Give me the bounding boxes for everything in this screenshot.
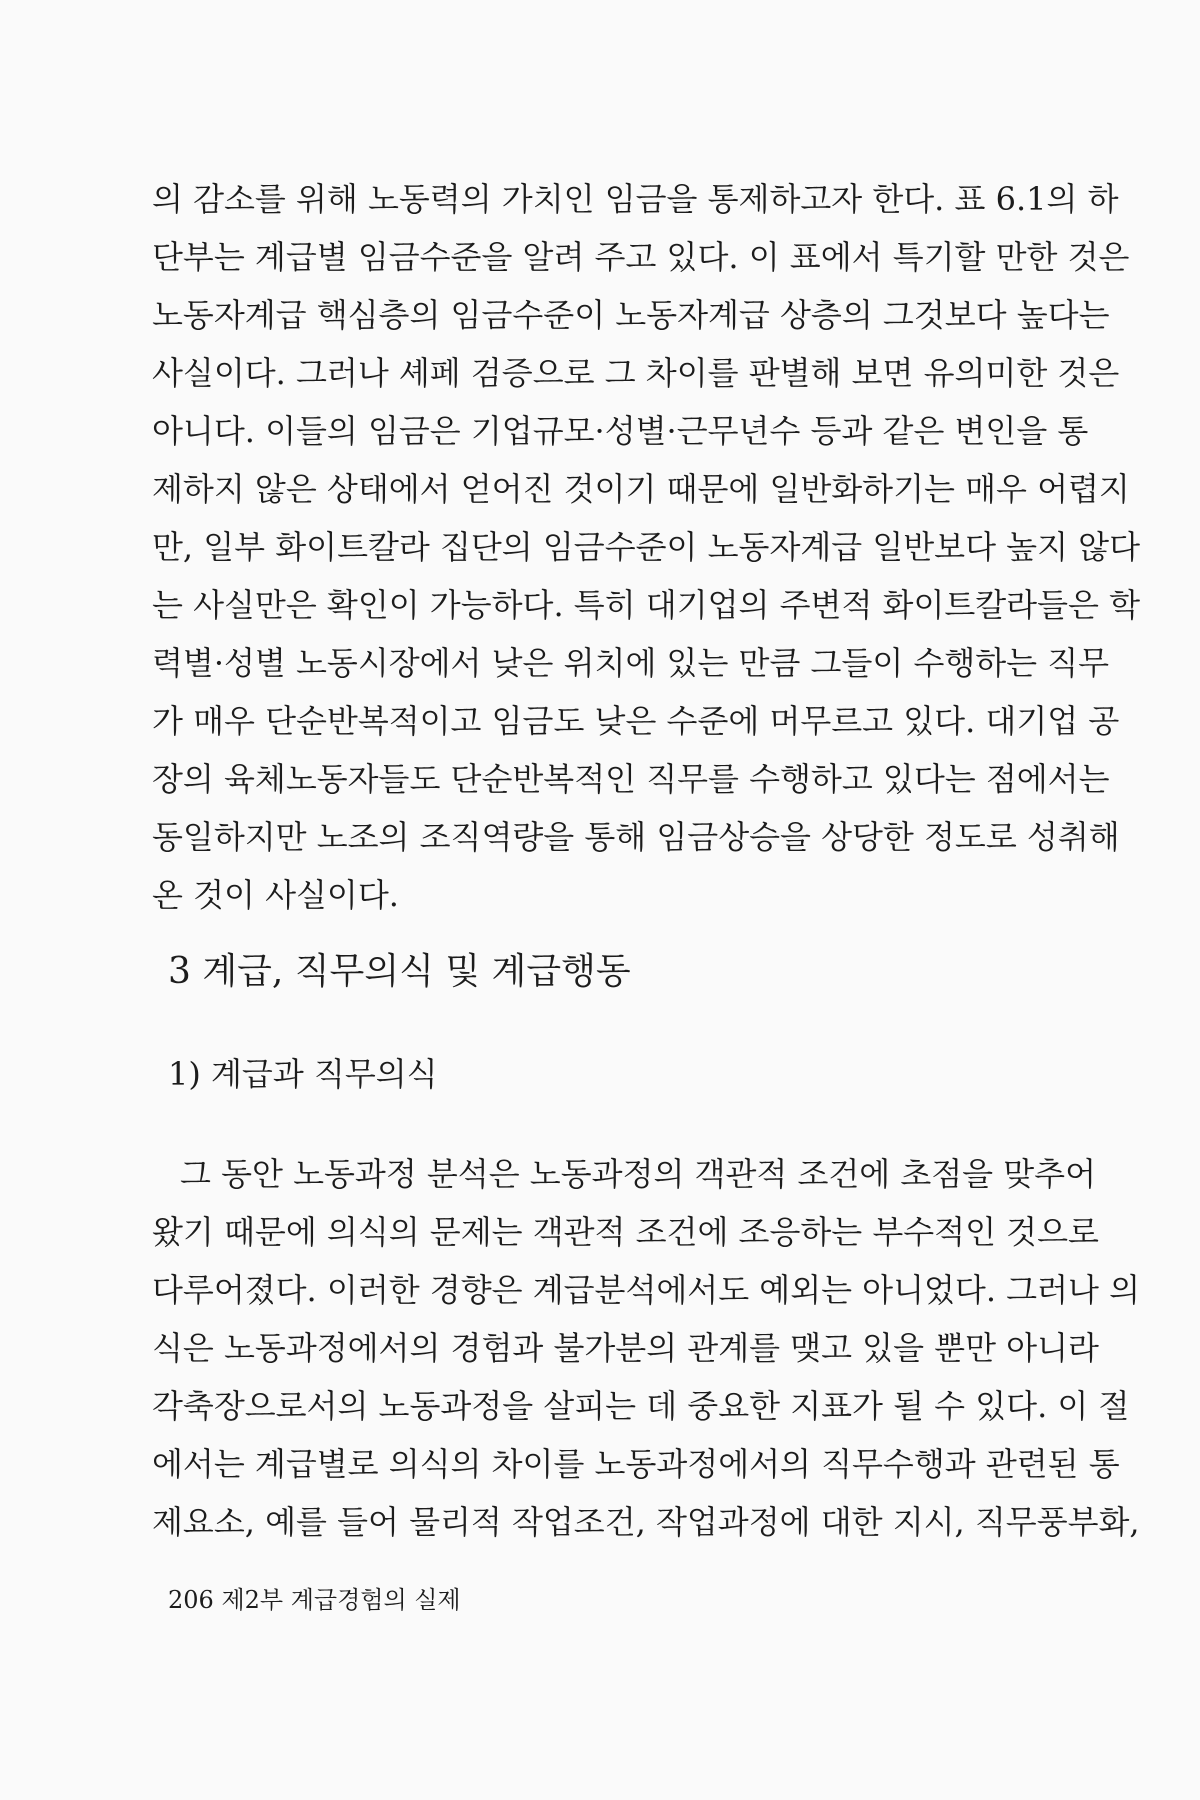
page-footer: 206 제2부 계급경험의 실제 [168, 1586, 461, 1614]
paragraph-line: 의 감소를 위해 노동력의 가치인 임금을 통제하고자 한다. 표 6.1의 하 [152, 180, 1119, 218]
paragraph-line: 왔기 때문에 의식의 문제는 객관적 조건에 조응하는 부수적인 것으로 [152, 1213, 1099, 1251]
paragraph-line: 각축장으로서의 노동과정을 살피는 데 중요한 지표가 될 수 있다. 이 절 [152, 1387, 1130, 1425]
paragraph-line: 그 동안 노동과정 분석은 노동과정의 객관적 조건에 초점을 맞추어 [180, 1155, 1097, 1193]
paragraph-line: 가 매우 단순반복적이고 임금도 낮은 수준에 머무르고 있다. 대기업 공 [152, 702, 1120, 740]
paragraph-line: 단부는 계급별 임금수준을 알려 주고 있다. 이 표에서 특기할 만한 것은 [152, 238, 1130, 276]
paragraph-2 [152, 1145, 1140, 1551]
paragraph-line: 사실이다. 그러나 셰페 검증으로 그 차이를 판별해 보면 유의미한 것은 [152, 354, 1120, 392]
paragraph-line: 다루어졌다. 이러한 경향은 계급분석에서도 예외는 아니었다. 그러나 의 [152, 1271, 1140, 1309]
paragraph-line: 에서는 계급별로 의식의 차이를 노동과정에서의 직무수행과 관련된 통 [152, 1445, 1120, 1483]
paragraph-line: 장의 육체노동자들도 단순반복적인 직무를 수행하고 있다는 점에서는 [152, 760, 1110, 798]
paragraph-line: 제요소, 예를 들어 물리적 작업조건, 작업과정에 대한 지시, 직무풍부화, [152, 1503, 1140, 1541]
paragraph-line: 만, 일부 화이트칼라 집단의 임금수준이 노동자계급 일반보다 높지 않다 [152, 528, 1140, 566]
paragraph-line: 온 것이 사실이다. [152, 876, 399, 914]
subsection-heading: 1) 계급과 직무의식 [168, 1055, 438, 1093]
paragraph-line: 는 사실만은 확인이 가능하다. 특히 대기업의 주변적 화이트칼라들은 학 [152, 586, 1140, 624]
paragraph-line: 노동자계급 핵심층의 임금수준이 노동자계급 상층의 그것보다 높다는 [152, 296, 1110, 334]
paragraph-line: 제하지 않은 상태에서 얻어진 것이기 때문에 일반화하기는 매우 어렵지 [152, 470, 1130, 508]
section-heading: 3 계급, 직무의식 및 계급행동 [168, 951, 631, 992]
paragraph-line: 아니다. 이들의 임금은 기업규모·성별·근무년수 등과 같은 변인을 통 [152, 412, 1089, 450]
paragraph-line: 력별·성별 노동시장에서 낮은 위치에 있는 만큼 그들이 수행하는 직무 [152, 644, 1110, 682]
paragraph-line: 동일하지만 노조의 조직역량을 통해 임금상승을 상당한 정도로 성취해 [152, 818, 1120, 856]
paragraph-line: 식은 노동과정에서의 경험과 불가분의 관계를 맺고 있을 뿐만 아니라 [152, 1329, 1099, 1367]
paragraph-1 [152, 170, 1140, 924]
